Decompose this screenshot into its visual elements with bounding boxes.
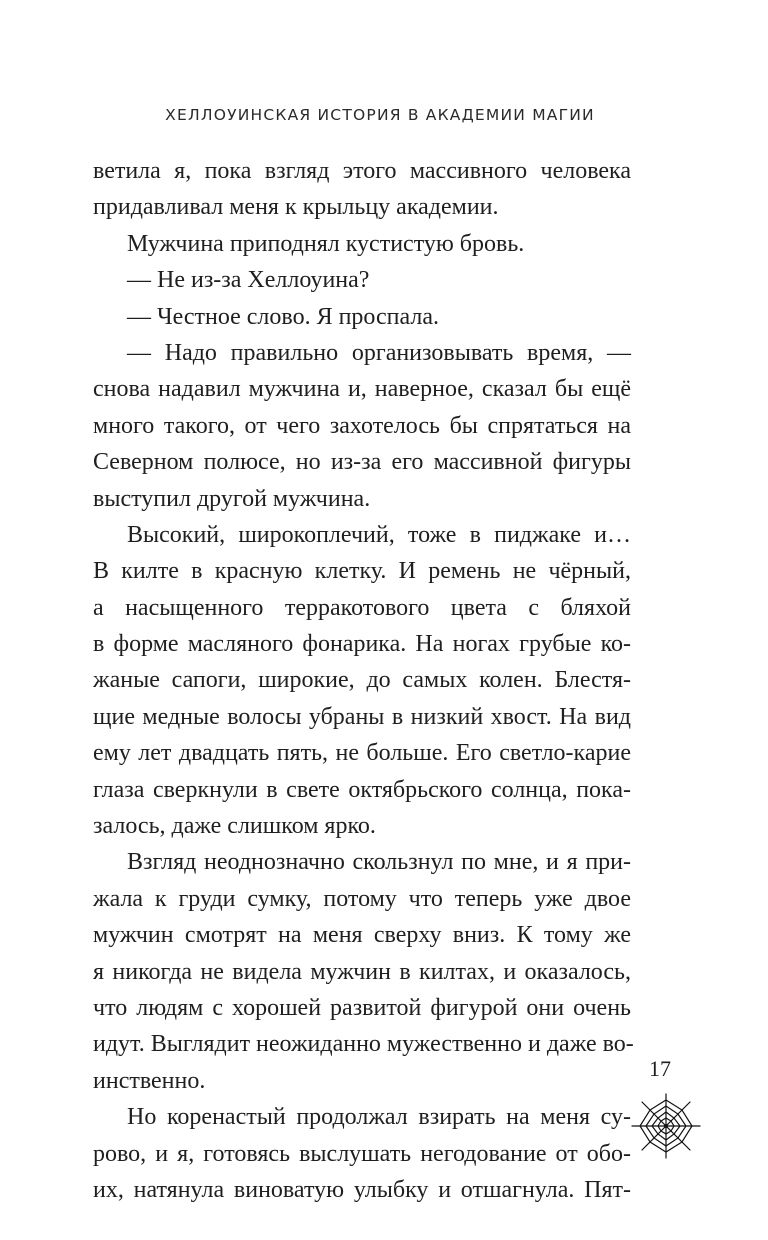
text-line: Мужчина приподнял кустистую бровь. — [127, 230, 525, 257]
text-line: — Надо правильно организовывать время, — — [127, 339, 631, 366]
text-line: много такого, от чего захотелось бы спрятаться на — [93, 412, 631, 439]
text-line: а насыщенного терракотового цвета с бляхой — [93, 594, 631, 621]
spiderweb-icon — [628, 1088, 704, 1164]
text-line: — Не из-за Хеллоуина? — [127, 267, 370, 294]
text-line: я никогда не видела мужчин в килтах, и оказалось, — [93, 958, 631, 985]
text-line: жаные сапоги, широкие, до самых колен. Блестя- — [93, 667, 631, 694]
text-line: залось, даже слишком ярко. — [93, 813, 376, 840]
text-line: жала к груди сумку, потому что теперь уже двое — [93, 885, 631, 912]
text-line: Взгляд неоднозначно скользнул по мне, и я при- — [127, 849, 631, 876]
text-line: Высокий, широкоплечий, тоже в пиджаке и… — [127, 521, 631, 548]
text-line: выступил другой мужчина. — [93, 485, 371, 512]
text-line: идут. Выглядит неожиданно мужественно и даже во- — [93, 1031, 634, 1058]
text-line: ему лет двадцать пять, не больше. Его светло-карие — [93, 740, 631, 767]
text-line: — Честное слово. Я проспала. — [127, 303, 440, 330]
body-text — [93, 153, 634, 1208]
running-header: ХЕЛЛОУИНСКАЯ ИСТОРИЯ В АКАДЕМИИ МАГИИ — [165, 106, 595, 124]
text-line: Но коренастый продолжал взирать на меня су- — [127, 1104, 631, 1131]
text-line: их, натянула виноватую улыбку и отшагнула. Пят- — [93, 1176, 631, 1203]
text-line: ветила я, пока взгляд этого массивного человека — [93, 158, 631, 184]
text-line: В килте в красную клетку. И ремень не чёрный, — [93, 558, 631, 585]
text-line: инственно. — [93, 1067, 206, 1094]
text-line: придавливал меня к крыльцу академии. — [93, 194, 499, 221]
page-number: 17 — [649, 1056, 671, 1081]
text-line: что людям с хорошей развитой фигурой они очень — [93, 994, 631, 1021]
text-line: в форме масляного фонарика. На ногах грубые ко- — [93, 631, 631, 658]
text-line: щие медные волосы убраны в низкий хвост. На вид — [93, 703, 631, 730]
text-line: мужчин смотрят на меня сверху вниз. К тому же — [93, 922, 631, 949]
text-line: Северном полюсе, но из-за его массивной фигуры — [93, 449, 631, 476]
text-line: глаза сверкнули в свете октябрьского солнца, пока- — [93, 776, 631, 803]
text-line: снова надавил мужчина и, наверное, сказал бы ещё — [93, 376, 631, 403]
text-line: рово, и я, готовясь выслушать негодование от обо- — [93, 1140, 631, 1167]
